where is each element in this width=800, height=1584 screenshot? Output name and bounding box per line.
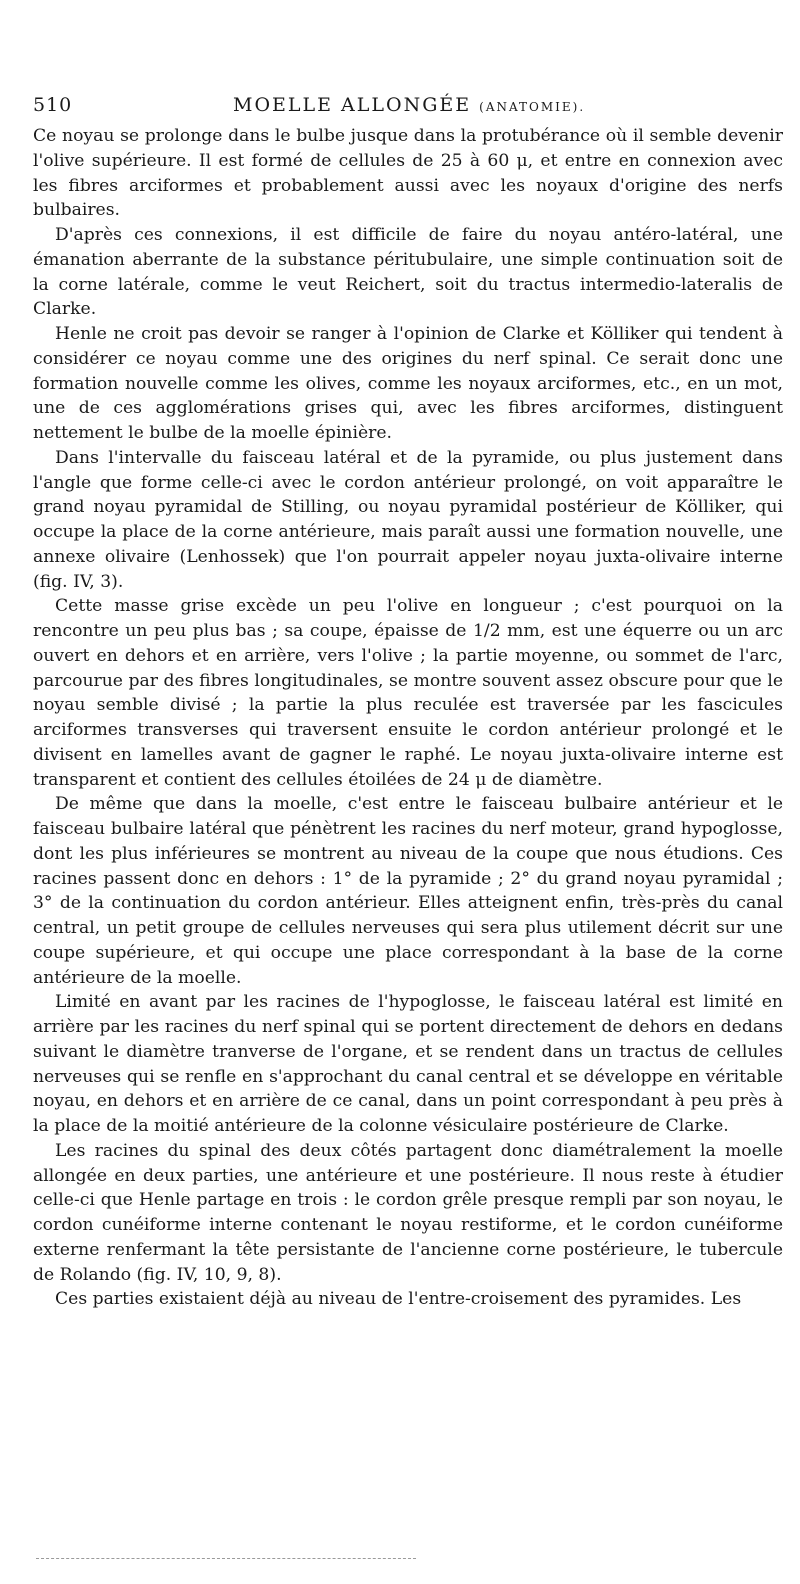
body-text <box>33 124 783 1312</box>
paragraph-6: De même que dans la moelle, c'est entre le faisceau bulbaire antérieur et le faisceau bulbaire latéral que pénètrent les racines du nerf moteur, grand hypoglosse, dont les plus inférieures se montrent au niveau de la coupe que nous étudions. Ces racines passent donc en dehors : 1° de la pyramide ; 2° du grand noyau pyramidal ; 3° de la continuation du cordon antérieur. Elles atteignent enfin, très-près du canal central, un petit groupe de cellules nerveuses qui sera plus utilement décrit sur une coupe supérieure, et qui occupe une place correspondant à la base de la corne antérieure de la moelle. <box>33 794 783 988</box>
running-title <box>233 94 585 116</box>
paragraph-9: Ces parties existaient déjà au niveau de l'entre-croisement des pyramides. Les <box>55 1289 742 1310</box>
paragraph-3: Henle ne croit pas devoir se ranger à l'opinion de Clarke et Kölliker qui tendent à considérer ce noyau comme une des origines du nerf spinal. Ce serait donc une formation nouvelle comme les olives, comme les noyaux arciformes, etc., en un mot, une de ces agglomérations grises qui, avec les fibres arciformes, distinguent nettement le bulbe de la moelle épinière. <box>33 324 783 443</box>
paragraph-5: Cette masse grise excède un peu l'olive en longueur ; c'est pourquoi on la rencontre un peu plus bas ; sa coupe, épaisse de 1/2 mm, est une équerre ou un arc ouvert en dehors et en arrière, vers l'olive ; la partie moyenne, ou sommet de l'arc, parcourue par des fibres longitudinales, se montre souvent assez obscure pour que le noyau semble divisé ; la partie la plus reculée est traversée par les fascicules arciformes transverses qui traversent ensuite le cordon antérieur prolongé et le divisent en lamelles avant de gagner le raphé. Le noyau juxta-olivaire interne est transparent et contient des cellules étoilées de 24 μ de diamètre. <box>33 596 783 790</box>
paragraph-4: Dans l'intervalle du faisceau latéral et de la pyramide, ou plus justement dans l'angle que forme celle-ci avec le cordon antérieur prolongé, on voit apparaître le grand noyau pyramidal de Stilling, ou noyau pyramidal postérieur de Kölliker, qui occupe la place de la corne antérieure, mais paraît aussi une formation nouvelle, une annexe olivaire (Lenhossek) que l'on pourrait appeler noyau juxta-olivaire interne (fig. IV, 3). <box>33 447 783 592</box>
footer-dashed-rule <box>36 1558 416 1559</box>
paragraph-7: Limité en avant par les racines de l'hypoglosse, le faisceau latéral est limité en arrière par les racines du nerf spinal qui se portent directement de dehors en dedans suivant le diamètre tranverse de l'organe, et se rendent dans un tractus de cellules nerveuses qui se renfle en s'approchant du canal central et se développe en véritable noyau, en dehors et en arrière de ce canal, dans un point correspondant à peu près à la place de la moitié antérieure de la colonne vésiculaire postérieure de Clarke. <box>33 992 783 1136</box>
running-title-subtitle: (ANATOMIE). <box>479 100 586 114</box>
paragraph-8: Les racines du spinal des deux côtés partagent donc diamétralement la moelle allongée en deux parties, une antérieure et une postérieure. Il nous reste à étudier celle-ci que Henle partage en trois : le cordon grêle presque rempli par son noyau, le cordon cunéiforme interne contenant le noyau restiforme, et le cordon cunéiforme externe renfermant la tête persistante de l'ancienne corne postérieure, le tubercule de Rolando (fig. IV, 10, 9, 8). <box>33 1140 783 1285</box>
page-header <box>33 94 783 124</box>
document-page <box>33 94 783 1312</box>
paragraph-1: Ce noyau se prolonge dans le bulbe jusque dans la protubérance où il semble devenir l'olive supérieure. Il est formé de cellules de 25 à 60 μ, et entre en connexion avec les fibres arciformes et probablement aussi avec les noyaux d'origine des nerfs bulbaires. <box>33 126 783 221</box>
paragraph-2: D'après ces connexions, il est difficile de faire du noyau antéro-latéral, une émanation aberrante de la substance péritubulaire, une simple continuation soit de la corne latérale, comme le veut Reichert, soit du tractus intermedio-lateralis de Clarke. <box>33 225 783 320</box>
running-title-main: MOELLE ALLONGÉE <box>233 94 472 116</box>
page-number: 510 <box>33 94 73 116</box>
